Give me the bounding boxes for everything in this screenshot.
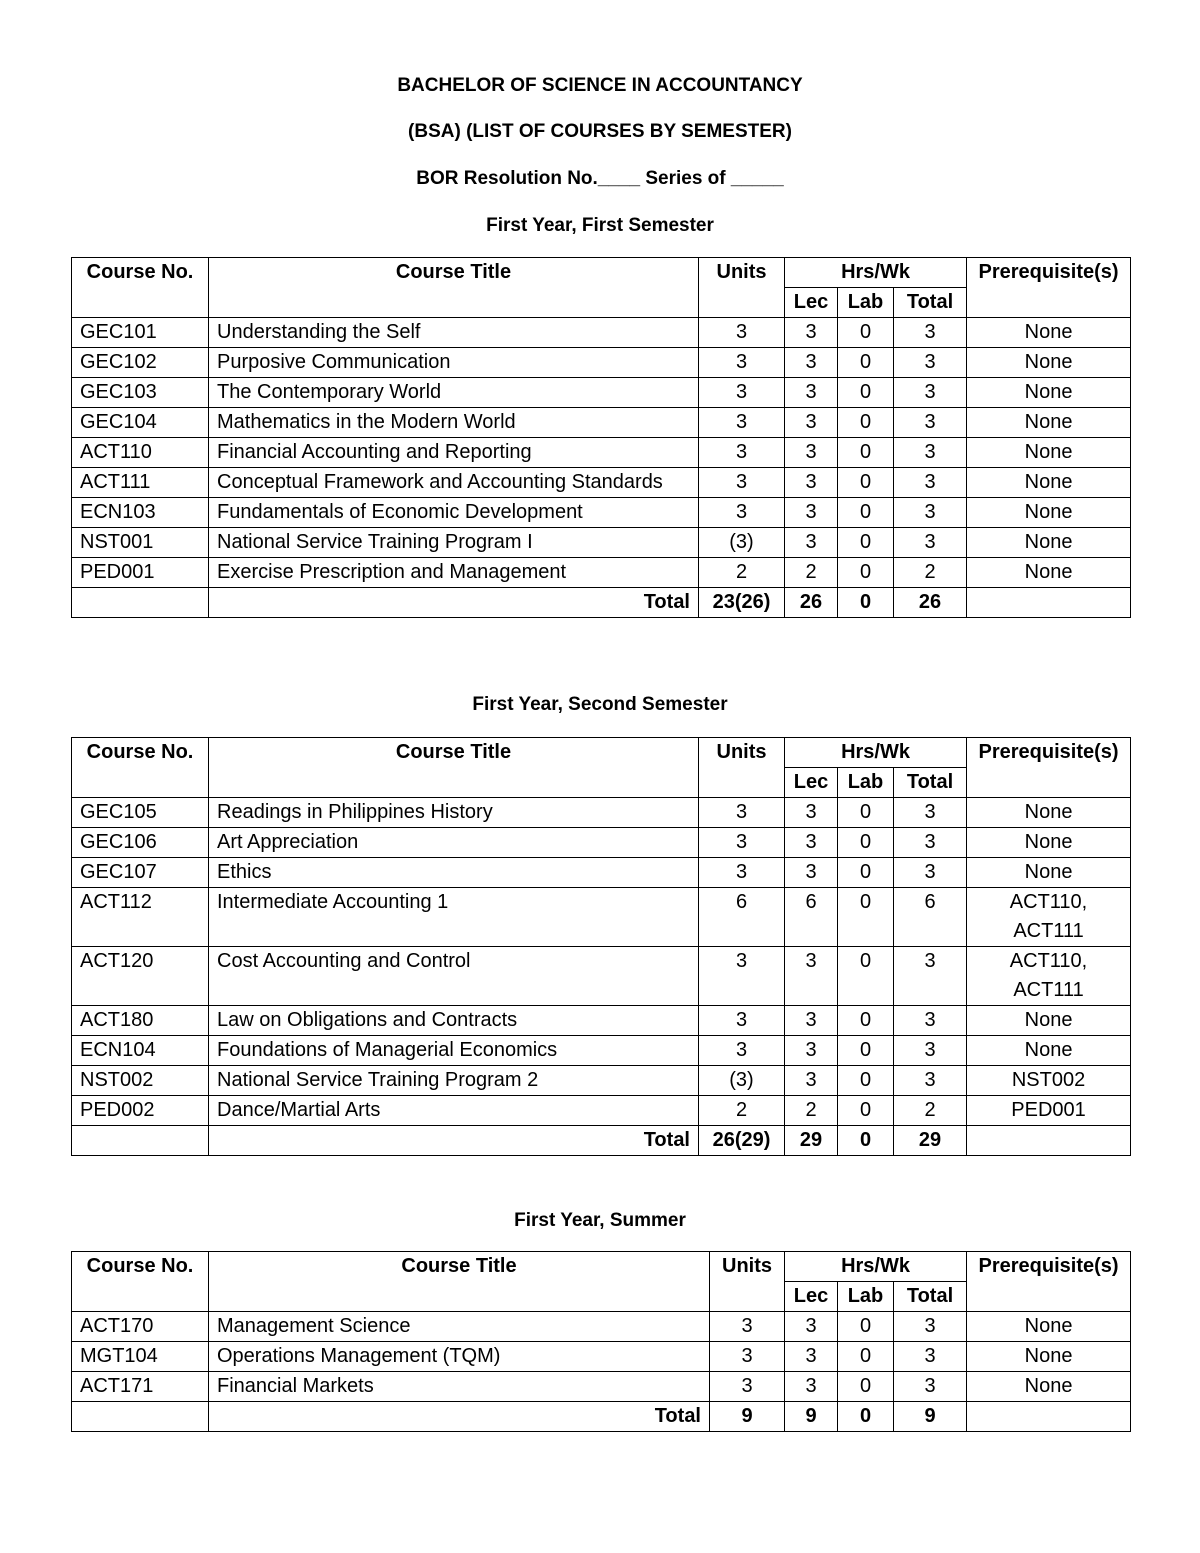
header-prerequisites: Prerequisite(s): [967, 738, 1131, 798]
table-row: [72, 1006, 1131, 1036]
course-prerequisite: None: [967, 558, 1131, 588]
document-subtitle: (BSA) (LIST OF COURSES BY SEMESTER): [408, 121, 792, 142]
course-title: Exercise Prescription and Management: [209, 558, 699, 588]
course-prerequisite: None: [967, 858, 1131, 888]
course-prerequisite: None: [967, 318, 1131, 348]
course-title: Ethics: [209, 858, 699, 888]
course-prerequisite: None: [967, 1006, 1131, 1036]
course-lab: 0: [838, 888, 894, 947]
semester-heading: First Year, Second Semester: [472, 694, 728, 715]
header-course-title: Course Title: [209, 1252, 710, 1312]
table-row: [72, 1096, 1131, 1126]
course-title: The Contemporary World: [209, 378, 699, 408]
course-prerequisite: None: [967, 528, 1131, 558]
course-units: 3: [710, 1372, 785, 1402]
course-units: 3: [699, 438, 785, 468]
course-units: 3: [699, 378, 785, 408]
course-total: 3: [894, 498, 967, 528]
totals-units: 9: [710, 1402, 785, 1432]
course-lec: 3: [785, 828, 838, 858]
totals-lec: 26: [785, 588, 838, 618]
table-row: [72, 888, 1131, 947]
header-units: Units: [699, 738, 785, 798]
course-lab: 0: [838, 828, 894, 858]
totals-empty-cell: [72, 588, 209, 618]
course-prerequisite: None: [967, 468, 1131, 498]
course-lec: 3: [785, 858, 838, 888]
course-lec: 3: [785, 318, 838, 348]
course-prerequisite: None: [967, 1372, 1131, 1402]
course-units: 3: [699, 318, 785, 348]
course-total: 6: [894, 888, 967, 947]
course-code: ACT170: [72, 1312, 209, 1342]
course-units: 2: [699, 1096, 785, 1126]
table-row: [72, 1036, 1131, 1066]
course-lec: 3: [785, 1066, 838, 1096]
course-lec: 3: [785, 528, 838, 558]
course-prerequisite: None: [967, 1036, 1131, 1066]
course-title: Financial Markets: [209, 1372, 710, 1402]
course-total: 2: [894, 1096, 967, 1126]
header-hrs-wk: Hrs/Wk: [785, 738, 967, 768]
semester-heading: First Year, First Semester: [486, 215, 714, 236]
course-units: 3: [699, 828, 785, 858]
header-course-title: Course Title: [209, 738, 699, 798]
course-units: (3): [699, 1066, 785, 1096]
totals-empty-cell: [967, 1402, 1131, 1432]
course-lec: 3: [785, 468, 838, 498]
course-total: 3: [894, 1066, 967, 1096]
header-hrs-wk: Hrs/Wk: [785, 1252, 967, 1282]
totals-empty-cell: [967, 1126, 1131, 1156]
totals-row: [72, 1126, 1131, 1156]
course-units: 3: [710, 1312, 785, 1342]
course-title: Intermediate Accounting 1: [209, 888, 699, 947]
table-row: [72, 1342, 1131, 1372]
course-lab: 0: [838, 1036, 894, 1066]
course-code: GEC104: [72, 408, 209, 438]
totals-lab: 0: [838, 1402, 894, 1432]
course-total: 3: [894, 528, 967, 558]
course-total: 3: [894, 378, 967, 408]
course-title: Management Science: [209, 1312, 710, 1342]
totals-empty-cell: [72, 1126, 209, 1156]
table-row: [72, 348, 1131, 378]
table-header-row: [72, 738, 1131, 768]
course-total: 3: [894, 798, 967, 828]
course-title: Conceptual Framework and Accounting Standards: [209, 468, 699, 498]
course-units: 3: [699, 858, 785, 888]
course-code: ECN103: [72, 498, 209, 528]
course-lec: 3: [785, 1312, 838, 1342]
course-units: 3: [699, 1006, 785, 1036]
course-table-summer: [71, 1251, 1131, 1432]
course-lec: 3: [785, 1342, 838, 1372]
course-lab: 0: [838, 858, 894, 888]
table-header-row: [72, 1252, 1131, 1282]
totals-total: 26: [894, 588, 967, 618]
course-title: Readings in Philippines History: [209, 798, 699, 828]
table-row: [72, 408, 1131, 438]
course-total: 3: [894, 348, 967, 378]
header-total: Total: [894, 288, 967, 318]
course-code: ACT112: [72, 888, 209, 947]
table-row: [72, 378, 1131, 408]
course-units: 3: [710, 1342, 785, 1372]
course-code: GEC101: [72, 318, 209, 348]
course-code: PED001: [72, 558, 209, 588]
course-lec: 3: [785, 1036, 838, 1066]
course-title: Foundations of Managerial Economics: [209, 1036, 699, 1066]
course-prerequisite: None: [967, 498, 1131, 528]
course-units: 3: [699, 947, 785, 1006]
course-prerequisite: PED001: [967, 1096, 1131, 1126]
course-lec: 3: [785, 1006, 838, 1036]
totals-lab: 0: [838, 1126, 894, 1156]
course-total: 3: [894, 947, 967, 1006]
course-total: 3: [894, 1342, 967, 1372]
totals-label: Total: [209, 1402, 710, 1432]
course-prerequisite: None: [967, 378, 1131, 408]
header-units: Units: [699, 258, 785, 318]
course-prerequisite: None: [967, 798, 1131, 828]
course-lab: 0: [838, 408, 894, 438]
table-row: [72, 858, 1131, 888]
table-header-row: [72, 258, 1131, 288]
table-row: [72, 947, 1131, 1006]
course-title: Cost Accounting and Control: [209, 947, 699, 1006]
header-lab: Lab: [838, 288, 894, 318]
course-lec: 3: [785, 1372, 838, 1402]
course-lec: 3: [785, 798, 838, 828]
header-lec: Lec: [785, 768, 838, 798]
course-prerequisite: None: [967, 1342, 1131, 1372]
course-title: National Service Training Program 2: [209, 1066, 699, 1096]
course-lab: 0: [838, 947, 894, 1006]
course-prerequisite: None: [967, 438, 1131, 468]
course-lab: 0: [838, 798, 894, 828]
header-lab: Lab: [838, 768, 894, 798]
course-units: 2: [699, 558, 785, 588]
course-lab: 0: [838, 1342, 894, 1372]
totals-label: Total: [209, 1126, 699, 1156]
course-prerequisite: None: [967, 1312, 1131, 1342]
course-code: MGT104: [72, 1342, 209, 1372]
course-lab: 0: [838, 1372, 894, 1402]
header-course-title: Course Title: [209, 258, 699, 318]
header-hrs-wk: Hrs/Wk: [785, 258, 967, 288]
course-code: GEC103: [72, 378, 209, 408]
course-title: Dance/Martial Arts: [209, 1096, 699, 1126]
semester-heading: First Year, Summer: [514, 1210, 686, 1231]
totals-empty-cell: [967, 588, 1131, 618]
course-lec: 2: [785, 1096, 838, 1126]
course-code: ACT110: [72, 438, 209, 468]
course-lab: 0: [838, 348, 894, 378]
course-units: 3: [699, 348, 785, 378]
course-lab: 0: [838, 558, 894, 588]
header-prerequisites: Prerequisite(s): [967, 1252, 1131, 1312]
course-code: GEC102: [72, 348, 209, 378]
course-total: 3: [894, 828, 967, 858]
course-prerequisite: NST002: [967, 1066, 1131, 1096]
course-table-first-semester: [71, 257, 1131, 618]
course-code: NST002: [72, 1066, 209, 1096]
course-lec: 3: [785, 348, 838, 378]
course-units: 3: [699, 1036, 785, 1066]
totals-total: 9: [894, 1402, 967, 1432]
course-total: 3: [894, 858, 967, 888]
totals-row: [72, 588, 1131, 618]
header-course-no: Course No.: [72, 258, 209, 318]
course-units: 3: [699, 408, 785, 438]
course-units: 3: [699, 498, 785, 528]
course-title: National Service Training Program I: [209, 528, 699, 558]
header-total: Total: [894, 768, 967, 798]
course-units: 3: [699, 468, 785, 498]
totals-empty-cell: [72, 1402, 209, 1432]
header-prerequisites: Prerequisite(s): [967, 258, 1131, 318]
course-code: ACT111: [72, 468, 209, 498]
course-code: ACT180: [72, 1006, 209, 1036]
course-lab: 0: [838, 1312, 894, 1342]
totals-units: 26(29): [699, 1126, 785, 1156]
course-units: 3: [699, 798, 785, 828]
resolution-line: BOR Resolution No.____ Series of _____: [416, 168, 784, 189]
course-code: GEC106: [72, 828, 209, 858]
course-total: 3: [894, 438, 967, 468]
header-lab: Lab: [838, 1282, 894, 1312]
course-code: ACT120: [72, 947, 209, 1006]
course-table-second-semester: [71, 737, 1131, 1156]
course-units: 6: [699, 888, 785, 947]
course-lab: 0: [838, 498, 894, 528]
totals-row: [72, 1402, 1131, 1432]
table-row: [72, 438, 1131, 468]
course-lab: 0: [838, 528, 894, 558]
course-total: 3: [894, 408, 967, 438]
table-row: [72, 468, 1131, 498]
header-units: Units: [710, 1252, 785, 1312]
table-row: [72, 528, 1131, 558]
course-code: ECN104: [72, 1036, 209, 1066]
header-total: Total: [894, 1282, 967, 1312]
course-total: 2: [894, 558, 967, 588]
totals-lab: 0: [838, 588, 894, 618]
course-lab: 0: [838, 378, 894, 408]
course-prerequisite: None: [967, 348, 1131, 378]
header-lec: Lec: [785, 288, 838, 318]
table-row: [72, 1066, 1131, 1096]
course-title: Understanding the Self: [209, 318, 699, 348]
course-lab: 0: [838, 318, 894, 348]
course-lec: 2: [785, 558, 838, 588]
course-title: Financial Accounting and Reporting: [209, 438, 699, 468]
header-course-no: Course No.: [72, 1252, 209, 1312]
table-row: [72, 498, 1131, 528]
course-lab: 0: [838, 1096, 894, 1126]
course-total: 3: [894, 318, 967, 348]
totals-total: 29: [894, 1126, 967, 1156]
course-code: ACT171: [72, 1372, 209, 1402]
header-lec: Lec: [785, 1282, 838, 1312]
course-prerequisite: ACT110, ACT111: [967, 888, 1131, 947]
totals-lec: 9: [785, 1402, 838, 1432]
course-lec: 3: [785, 438, 838, 468]
course-prerequisite: None: [967, 828, 1131, 858]
course-total: 3: [894, 1006, 967, 1036]
course-lec: 3: [785, 947, 838, 1006]
course-title: Purposive Communication: [209, 348, 699, 378]
course-code: PED002: [72, 1096, 209, 1126]
totals-units: 23(26): [699, 588, 785, 618]
course-title: Mathematics in the Modern World: [209, 408, 699, 438]
table-row: [72, 318, 1131, 348]
course-prerequisite: None: [967, 408, 1131, 438]
course-code: GEC105: [72, 798, 209, 828]
course-units: (3): [699, 528, 785, 558]
course-total: 3: [894, 1036, 967, 1066]
course-title: Fundamentals of Economic Development: [209, 498, 699, 528]
course-title: Law on Obligations and Contracts: [209, 1006, 699, 1036]
course-lec: 3: [785, 378, 838, 408]
course-lab: 0: [838, 468, 894, 498]
totals-lec: 29: [785, 1126, 838, 1156]
course-code: GEC107: [72, 858, 209, 888]
course-lab: 0: [838, 438, 894, 468]
course-lec: 6: [785, 888, 838, 947]
course-lab: 0: [838, 1066, 894, 1096]
header-course-no: Course No.: [72, 738, 209, 798]
course-code: NST001: [72, 528, 209, 558]
course-lec: 3: [785, 498, 838, 528]
table-row: [72, 1312, 1131, 1342]
table-row: [72, 828, 1131, 858]
table-row: [72, 798, 1131, 828]
course-title: Art Appreciation: [209, 828, 699, 858]
course-total: 3: [894, 1312, 967, 1342]
course-lec: 3: [785, 408, 838, 438]
course-title: Operations Management (TQM): [209, 1342, 710, 1372]
totals-label: Total: [209, 588, 699, 618]
table-row: [72, 558, 1131, 588]
course-total: 3: [894, 468, 967, 498]
table-row: [72, 1372, 1131, 1402]
document-title: BACHELOR OF SCIENCE IN ACCOUNTANCY: [397, 75, 803, 96]
course-prerequisite: ACT110, ACT111: [967, 947, 1131, 1006]
course-lab: 0: [838, 1006, 894, 1036]
course-total: 3: [894, 1372, 967, 1402]
